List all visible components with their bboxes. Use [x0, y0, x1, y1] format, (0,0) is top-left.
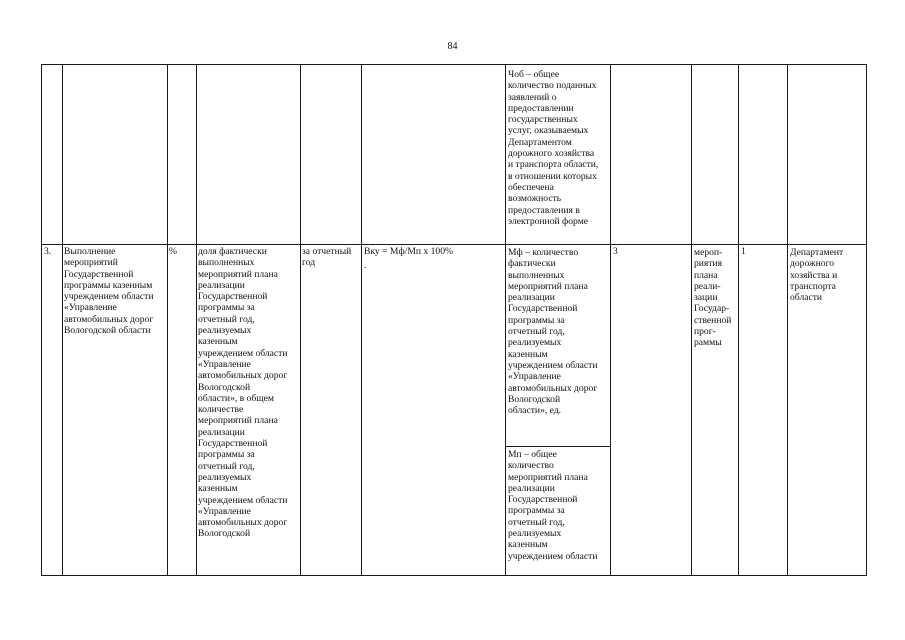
col-border	[196, 64, 197, 576]
col-border	[610, 64, 611, 576]
col-border	[361, 64, 362, 576]
period-cell: за отчетный год	[302, 246, 352, 269]
unit-cell: %	[169, 246, 177, 257]
col-border	[300, 64, 301, 576]
method-code-cell: 3	[613, 246, 618, 257]
table-top-border	[41, 64, 867, 65]
mp-definition-cell: Мп – общее количество мероприятий плана реализации Государственной программы за отчетный год, реализуемых казенным учреждением области	[508, 449, 598, 562]
frequency-cell: 1	[741, 246, 746, 257]
col-border	[691, 64, 692, 576]
col-border	[505, 64, 506, 576]
col-border	[787, 64, 788, 576]
population-cell: мероп- риятия плана реали- зации Государ- ственной прог- раммы	[694, 247, 732, 349]
mf-mp-divider	[505, 446, 611, 447]
row-divider	[41, 244, 867, 245]
row-number: 3.	[44, 246, 52, 257]
table-bottom-border	[41, 575, 867, 576]
responsible-cell: Департамент дорожного хозяйства и транспорта области	[790, 247, 844, 304]
indicator-name-cell: Выполнение мероприятий Государственной программы казенным учреждением области «Управление автомобильных дорог Вологодской области	[64, 246, 154, 337]
definition-cell: доля фактически выполненных мероприятий плана реализации Государственной программы за отчетный год, реализуемых казенным учреждением области «Управление автомобильных дорог Вологодской области», в общем количестве мероприятий плана реализации Государственной программы за отчетный год, реализуемых казенным учреждением области «Управление автомобильных дорог Вологодской	[198, 246, 288, 540]
col-border	[866, 64, 867, 576]
mf-definition-cell: Мф – количество фактически выполненных мероприятий плана реализации Государственной программы за отчетный год, реализуемых казенным учреждением области «Управление автомобильных дорог Вологодской области», ед.	[508, 247, 598, 417]
col-border	[62, 64, 63, 576]
chob-definition-cell: Чоб – общее количество поданных заявлений о предоставлении государственных услуг, оказываемых Департаментом дорожного хозяйства и транспорта области, в отношении которых обеспечена возможность предоставления в электронной форме	[508, 69, 599, 227]
formula-dot: .	[364, 260, 367, 271]
formula-cell: Вку = Мф/Мп х 100%	[364, 246, 453, 257]
col-border	[41, 64, 42, 576]
page-number: 84	[447, 41, 458, 52]
col-border	[738, 64, 739, 576]
